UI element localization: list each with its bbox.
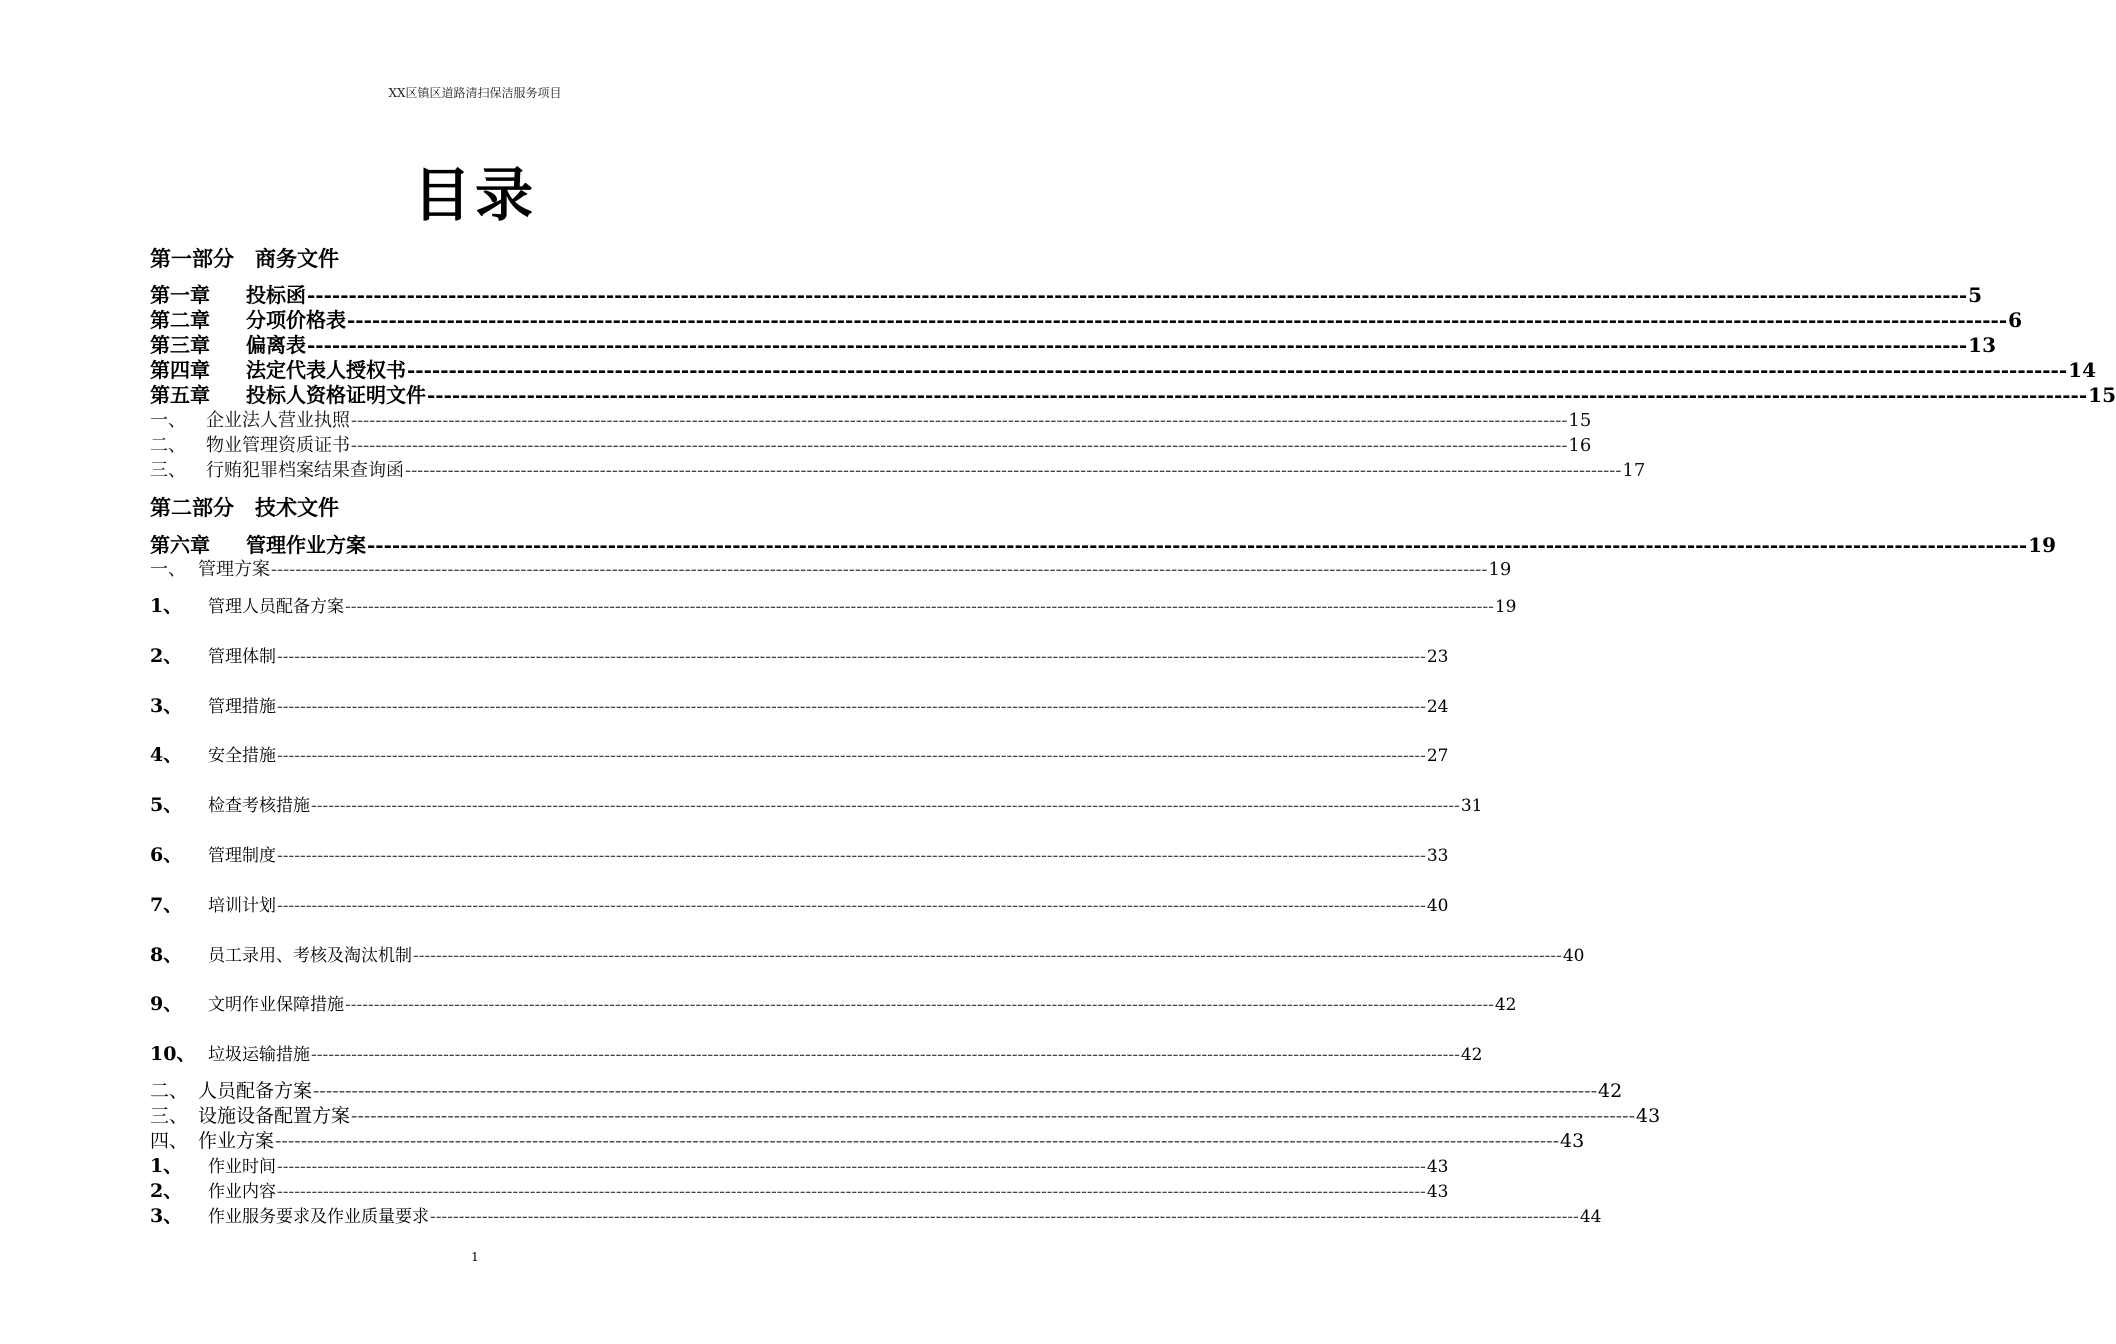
page-ref: 42 <box>1598 1080 1623 1102</box>
leader-dots: -------------------------------------------------------------------------------------------------------------------------------------------------------------------------------------------------------- <box>277 1182 1426 1202</box>
page-ref: 42 <box>1494 995 1517 1015</box>
page-ref: 19 <box>2028 533 2056 557</box>
toc-entry-item[interactable] <box>150 1154 1449 1180</box>
item-number: 6、 <box>150 844 183 866</box>
leader-dots: -------------------------------------------------------------------------------------------------------------------------------------------------------------------------------------------------------- <box>277 647 1426 667</box>
item-number: 9、 <box>150 993 183 1015</box>
chapter-title: 偏离表 <box>246 333 306 357</box>
chapter-number: 第三章 <box>150 333 210 357</box>
leader-dots: -------------------------------------------------------------------------------------------------------------------------------------------------------------------------------------------------------- <box>413 946 1562 966</box>
page-ref: 5 <box>1968 283 1983 307</box>
chapter-number: 第六章 <box>150 533 210 557</box>
toc-entry-item[interactable] <box>150 1204 1602 1230</box>
page-ref: 6 <box>2008 308 2023 332</box>
chapter-number: 第一章 <box>150 283 210 307</box>
leader-dots: -------------------------------------------------------------------------------------------------------------------------------------------------------------------------------------------------------- <box>407 358 2068 382</box>
leader-dots: -------------------------------------------------------------------------------------------------------------------------------------------------------------------------------------------------------- <box>277 896 1426 916</box>
item-title: 管理人员配备方案 <box>208 597 344 617</box>
page-ref: 44 <box>1579 1207 1602 1227</box>
page-ref: 43 <box>1426 1182 1449 1202</box>
sub-number: 二、 <box>150 1080 189 1102</box>
leader-dots: -------------------------------------------------------------------------------------------------------------------------------------------------------------------------------------------------------- <box>347 308 2008 332</box>
leader-dots: -------------------------------------------------------------------------------------------------------------------------------------------------------------------------------------------------------- <box>430 1207 1579 1227</box>
page-ref: 43 <box>1426 1157 1449 1177</box>
toc-entry-item[interactable] <box>150 943 1585 969</box>
item-number: 3、 <box>150 695 183 717</box>
leader-dots: -------------------------------------------------------------------------------------------------------------------------------------------------------------------------------------------------------- <box>307 333 1968 357</box>
item-title: 培训计划 <box>208 896 276 916</box>
toc-entry-sub[interactable] <box>150 1104 1661 1129</box>
page-ref: 27 <box>1426 746 1449 766</box>
toc-entry-item[interactable] <box>150 893 1449 919</box>
sub-title: 物业管理资质证书 <box>206 435 350 456</box>
page-ref: 43 <box>1560 1130 1585 1152</box>
leader-dots: -------------------------------------------------------------------------------------------------------------------------------------------------------------------------------------------------------- <box>313 1080 1597 1102</box>
toc-entry-chapter[interactable] <box>150 533 2056 558</box>
item-title: 作业内容 <box>208 1182 276 1202</box>
page-ref: 31 <box>1460 796 1483 816</box>
page-ref: 15 <box>2088 383 2116 407</box>
item-number: 3、 <box>150 1205 183 1227</box>
sub-title: 作业方案 <box>198 1130 275 1152</box>
page-ref: 40 <box>1426 896 1449 916</box>
leader-dots: -------------------------------------------------------------------------------------------------------------------------------------------------------------------------------------------------------- <box>367 533 2028 557</box>
toc-entry-sub[interactable] <box>150 1079 1623 1104</box>
toc-entry-item[interactable] <box>150 594 1517 620</box>
toc-entry-sub[interactable] <box>150 1129 1585 1154</box>
item-title: 文明作业保障措施 <box>208 995 344 1015</box>
sub-title: 行贿犯罪档案结果查询函 <box>206 460 404 481</box>
item-number: 8、 <box>150 944 183 966</box>
sub-number: 三、 <box>150 460 186 481</box>
page-number: 1 <box>471 1250 479 1264</box>
item-title: 作业时间 <box>208 1157 276 1177</box>
part-heading: 第二部分 技术文件 <box>150 495 339 520</box>
item-title: 员工录用、考核及淘汰机制 <box>208 946 412 966</box>
item-number: 2、 <box>150 645 183 667</box>
item-title: 管理体制 <box>208 647 276 667</box>
item-title: 管理措施 <box>208 697 276 717</box>
leader-dots: -------------------------------------------------------------------------------------------------------------------------------------------------------------------------------------------------------- <box>277 846 1426 866</box>
leader-dots: -------------------------------------------------------------------------------------------------------------------------------------------------------------------------------------------------------- <box>277 1157 1426 1177</box>
page-ref: 19 <box>1488 559 1512 580</box>
toc-entry-chapter[interactable] <box>150 383 2116 408</box>
sub-number: 一、 <box>150 410 186 431</box>
item-title: 检查考核措施 <box>208 796 310 816</box>
sub-title: 企业法人营业执照 <box>206 410 350 431</box>
toc-entry-item[interactable] <box>150 694 1449 720</box>
toc-entry-item[interactable] <box>150 644 1449 670</box>
page-ref: 16 <box>1568 435 1592 456</box>
leader-dots: -------------------------------------------------------------------------------------------------------------------------------------------------------------------------------------------------------- <box>271 559 1488 580</box>
item-number: 5、 <box>150 794 183 816</box>
item-number: 1、 <box>150 595 183 617</box>
leader-dots: -------------------------------------------------------------------------------------------------------------------------------------------------------------------------------------------------------- <box>311 1045 1460 1065</box>
item-title: 垃圾运输措施 <box>208 1045 310 1065</box>
leader-dots: -------------------------------------------------------------------------------------------------------------------------------------------------------------------------------------------------------- <box>277 697 1426 717</box>
toc-entry-item[interactable] <box>150 843 1449 869</box>
item-title: 作业服务要求及作业质量要求 <box>208 1207 429 1227</box>
page-ref: 17 <box>1622 460 1646 481</box>
leader-dots: -------------------------------------------------------------------------------------------------------------------------------------------------------------------------------------------------------- <box>405 460 1622 481</box>
item-title: 管理制度 <box>208 846 276 866</box>
toc-entry-sub[interactable] <box>150 433 1592 458</box>
toc-entry-sub[interactable] <box>150 408 1592 433</box>
page-ref: 33 <box>1426 846 1449 866</box>
toc-entry-chapter[interactable] <box>150 283 1983 308</box>
chapter-number: 第二章 <box>150 308 210 332</box>
leader-dots: -------------------------------------------------------------------------------------------------------------------------------------------------------------------------------------------------------- <box>307 283 1968 307</box>
chapter-title: 管理作业方案 <box>246 533 366 557</box>
leader-dots: -------------------------------------------------------------------------------------------------------------------------------------------------------------------------------------------------------- <box>277 746 1426 766</box>
item-number: 7、 <box>150 894 183 916</box>
toc-entry-sub[interactable] <box>150 458 1646 483</box>
sub-number: 二、 <box>150 435 186 456</box>
page-title: 目录 <box>412 161 537 229</box>
page-ref: 43 <box>1636 1105 1661 1127</box>
leader-dots: -------------------------------------------------------------------------------------------------------------------------------------------------------------------------------------------------------- <box>351 1105 1635 1127</box>
leader-dots: -------------------------------------------------------------------------------------------------------------------------------------------------------------------------------------------------------- <box>427 383 2088 407</box>
page-ref: 42 <box>1460 1045 1483 1065</box>
sub-title: 管理方案 <box>198 559 270 580</box>
page-ref: 23 <box>1426 647 1449 667</box>
chapter-title: 分项价格表 <box>246 308 346 332</box>
page-ref: 24 <box>1426 697 1449 717</box>
page-ref: 13 <box>1968 333 1996 357</box>
toc-entry-chapter[interactable] <box>150 333 1996 358</box>
page-ref: 40 <box>1562 946 1585 966</box>
sub-number: 四、 <box>150 1130 189 1152</box>
toc-entry-item[interactable] <box>150 992 1517 1018</box>
sub-number: 三、 <box>150 1105 189 1127</box>
page-ref: 19 <box>1494 597 1517 617</box>
toc-entry-item[interactable] <box>150 1042 1483 1068</box>
item-number: 2、 <box>150 1180 183 1202</box>
chapter-title: 投标函 <box>246 283 306 307</box>
toc-entry-chapter[interactable] <box>150 358 2096 383</box>
toc-entry-item[interactable] <box>150 793 1483 819</box>
leader-dots: -------------------------------------------------------------------------------------------------------------------------------------------------------------------------------------------------------- <box>345 597 1494 617</box>
toc-entry-chapter[interactable] <box>150 308 2023 333</box>
leader-dots: -------------------------------------------------------------------------------------------------------------------------------------------------------------------------------------------------------- <box>351 435 1568 456</box>
running-header: XX区镇区道路清扫保洁服务项目 <box>388 86 562 100</box>
toc-entry-item[interactable] <box>150 743 1449 769</box>
sub-title: 人员配备方案 <box>198 1080 313 1102</box>
leader-dots: -------------------------------------------------------------------------------------------------------------------------------------------------------------------------------------------------------- <box>351 410 1568 431</box>
toc-entry-sub[interactable] <box>150 557 1512 582</box>
sub-title: 设施设备配置方案 <box>198 1105 351 1127</box>
leader-dots: -------------------------------------------------------------------------------------------------------------------------------------------------------------------------------------------------------- <box>275 1130 1559 1152</box>
chapter-title: 法定代表人授权书 <box>246 358 406 382</box>
sub-number: 一、 <box>150 559 186 580</box>
leader-dots: -------------------------------------------------------------------------------------------------------------------------------------------------------------------------------------------------------- <box>311 796 1460 816</box>
chapter-number: 第五章 <box>150 383 210 407</box>
page-ref: 14 <box>2068 358 2096 382</box>
page-ref: 15 <box>1568 410 1592 431</box>
item-title: 安全措施 <box>208 746 276 766</box>
leader-dots: -------------------------------------------------------------------------------------------------------------------------------------------------------------------------------------------------------- <box>345 995 1494 1015</box>
toc-entry-item[interactable] <box>150 1179 1449 1205</box>
item-number: 10、 <box>150 1043 196 1065</box>
item-number: 1、 <box>150 1155 183 1177</box>
chapter-title: 投标人资格证明文件 <box>246 383 426 407</box>
chapter-number: 第四章 <box>150 358 210 382</box>
part-heading: 第一部分 商务文件 <box>150 246 339 271</box>
item-number: 4、 <box>150 744 183 766</box>
